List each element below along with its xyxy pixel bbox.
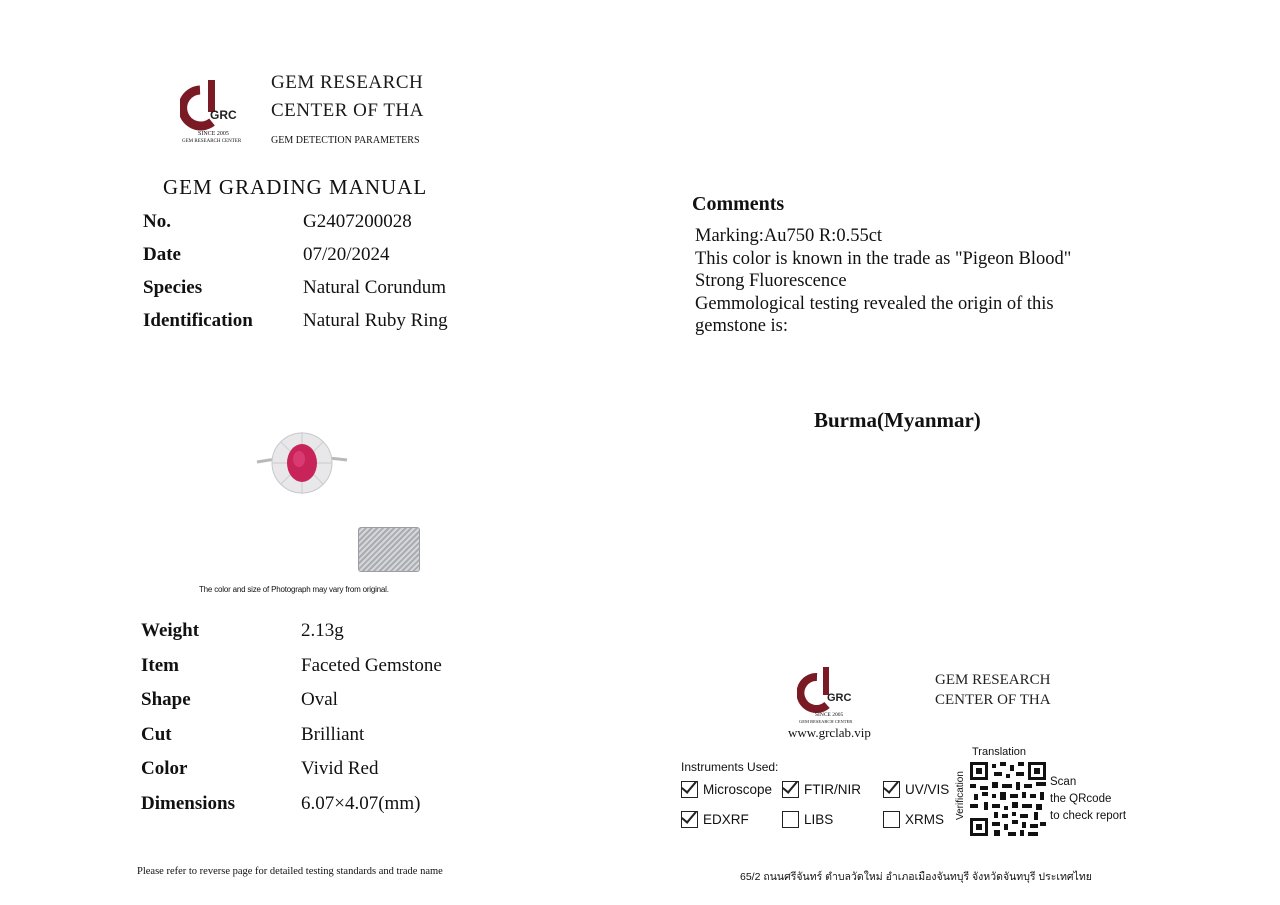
info-value: Natural Corundum [303,277,447,298]
checkbox-checked-icon [883,781,900,798]
footer-brand-line1: GEM RESEARCH [935,672,1051,688]
qr-instructions [1050,774,1126,825]
spec-label: Dimensions [141,792,235,814]
brand-name-line1: GEM RESEARCH [271,72,424,93]
spec-value: Vivid Red [301,758,379,780]
manual-title: GEM GRADING MANUAL [163,175,428,199]
qr-top-label: Translation [972,746,1027,758]
info-value: G2407200028 [303,211,412,232]
qr-code-icon[interactable] [970,762,1046,836]
comment-line: Gemmological testing revealed the origin of this [695,293,1054,314]
qr-instruction-line: Scan [1050,776,1077,788]
info-label: Identification [143,310,253,331]
info-label: Species [143,277,203,298]
brand-name-line2: CENTER OF THA [271,100,424,121]
footer-logo [797,665,867,727]
qr-side-label: Verification [955,771,966,820]
info-row [143,277,503,310]
comments-body [695,225,1071,338]
spec-row [141,655,501,690]
logo-since: SINCE 2005 [815,712,844,718]
qr-instruction-line: the QRcode [1050,793,1112,805]
logo-sub: GEM RESEARCH CENTER [182,139,242,144]
logo-text: GRC [827,692,852,704]
instrument-edxrf [681,811,749,828]
spec-value: Brilliant [301,723,365,745]
footer-brand-line2: CENTER OF THA [935,692,1051,708]
logo-since: SINCE 2005 [198,131,229,137]
checkbox-checked-icon [681,811,698,828]
qr-instruction-line: to check report [1050,810,1127,822]
spec-row [141,724,501,759]
hologram-sticker [358,527,420,572]
spec-value: Faceted Gemstone [301,654,442,676]
instrument-uvvis [883,781,949,798]
info-row [143,211,503,244]
brand-tagline: GEM DETECTION PARAMETERS [271,135,420,146]
spec-row [141,689,501,724]
instrument-label: XRMS [905,812,945,827]
info-value: Natural Ruby Ring [303,310,448,331]
comment-line: Strong Fluorescence [695,271,847,291]
comments-title: Comments [692,193,785,215]
logo-text: GRC [210,108,237,122]
instrument-microscope [681,781,772,798]
info-table [143,211,503,343]
instrument-ftir [782,781,861,798]
ring-photo [255,428,350,498]
spec-value: 2.13g [301,620,344,641]
spec-label: Weight [141,620,200,641]
spec-table [141,620,501,828]
info-label: Date [143,244,181,265]
spec-value: Oval [301,689,338,711]
checkbox-empty-icon [883,811,900,828]
instrument-label: EDXRF [703,812,749,827]
info-value: 07/20/2024 [303,244,390,265]
spec-label: Cut [141,723,172,745]
instruments-title: Instruments Used: [681,760,779,774]
checkbox-checked-icon [782,781,799,798]
info-label: No. [143,211,171,232]
spec-row [141,758,501,793]
spec-label: Color [141,758,188,780]
instrument-xrms [883,811,944,828]
comment-line: This color is known in the trade as "Pigeon Blood" [695,248,1072,269]
info-row [143,310,503,343]
spec-row [141,793,501,828]
header-logo [180,78,255,148]
spec-label: Item [141,654,179,676]
address: 65/2 ถนนศรีจันทร์ ตำบลวัดใหม่ อำเภอเมืองจันทบุรี จังหวัดจันทบุรี ประเทศไทย [740,871,1092,883]
instrument-label: Microscope [703,782,773,797]
instrument-label: UV/VIS [905,782,950,797]
spec-value: 6.07×4.07(mm) [301,792,421,814]
comment-line: Marking:Au750 R:0.55ct [695,226,883,246]
logo-sub: GEM RESEARCH CENTER [799,719,853,724]
instrument-libs [782,811,833,828]
spec-label: Shape [141,689,191,711]
checkbox-checked-icon [681,781,698,798]
checkbox-empty-icon [782,811,799,828]
instrument-label: FTIR/NIR [804,782,861,797]
origin-result: Burma(Myanmar) [814,408,981,432]
spec-row [141,620,501,655]
comment-line: gemstone is: [695,316,789,336]
website: www.grclab.vip [788,725,871,740]
footer-note: Please refer to reverse page for detailed testing standards and trade name [137,866,443,877]
info-row [143,244,503,277]
photo-caption: The color and size of Photograph may vary from original. [199,585,389,594]
instrument-label: LIBS [804,812,834,827]
